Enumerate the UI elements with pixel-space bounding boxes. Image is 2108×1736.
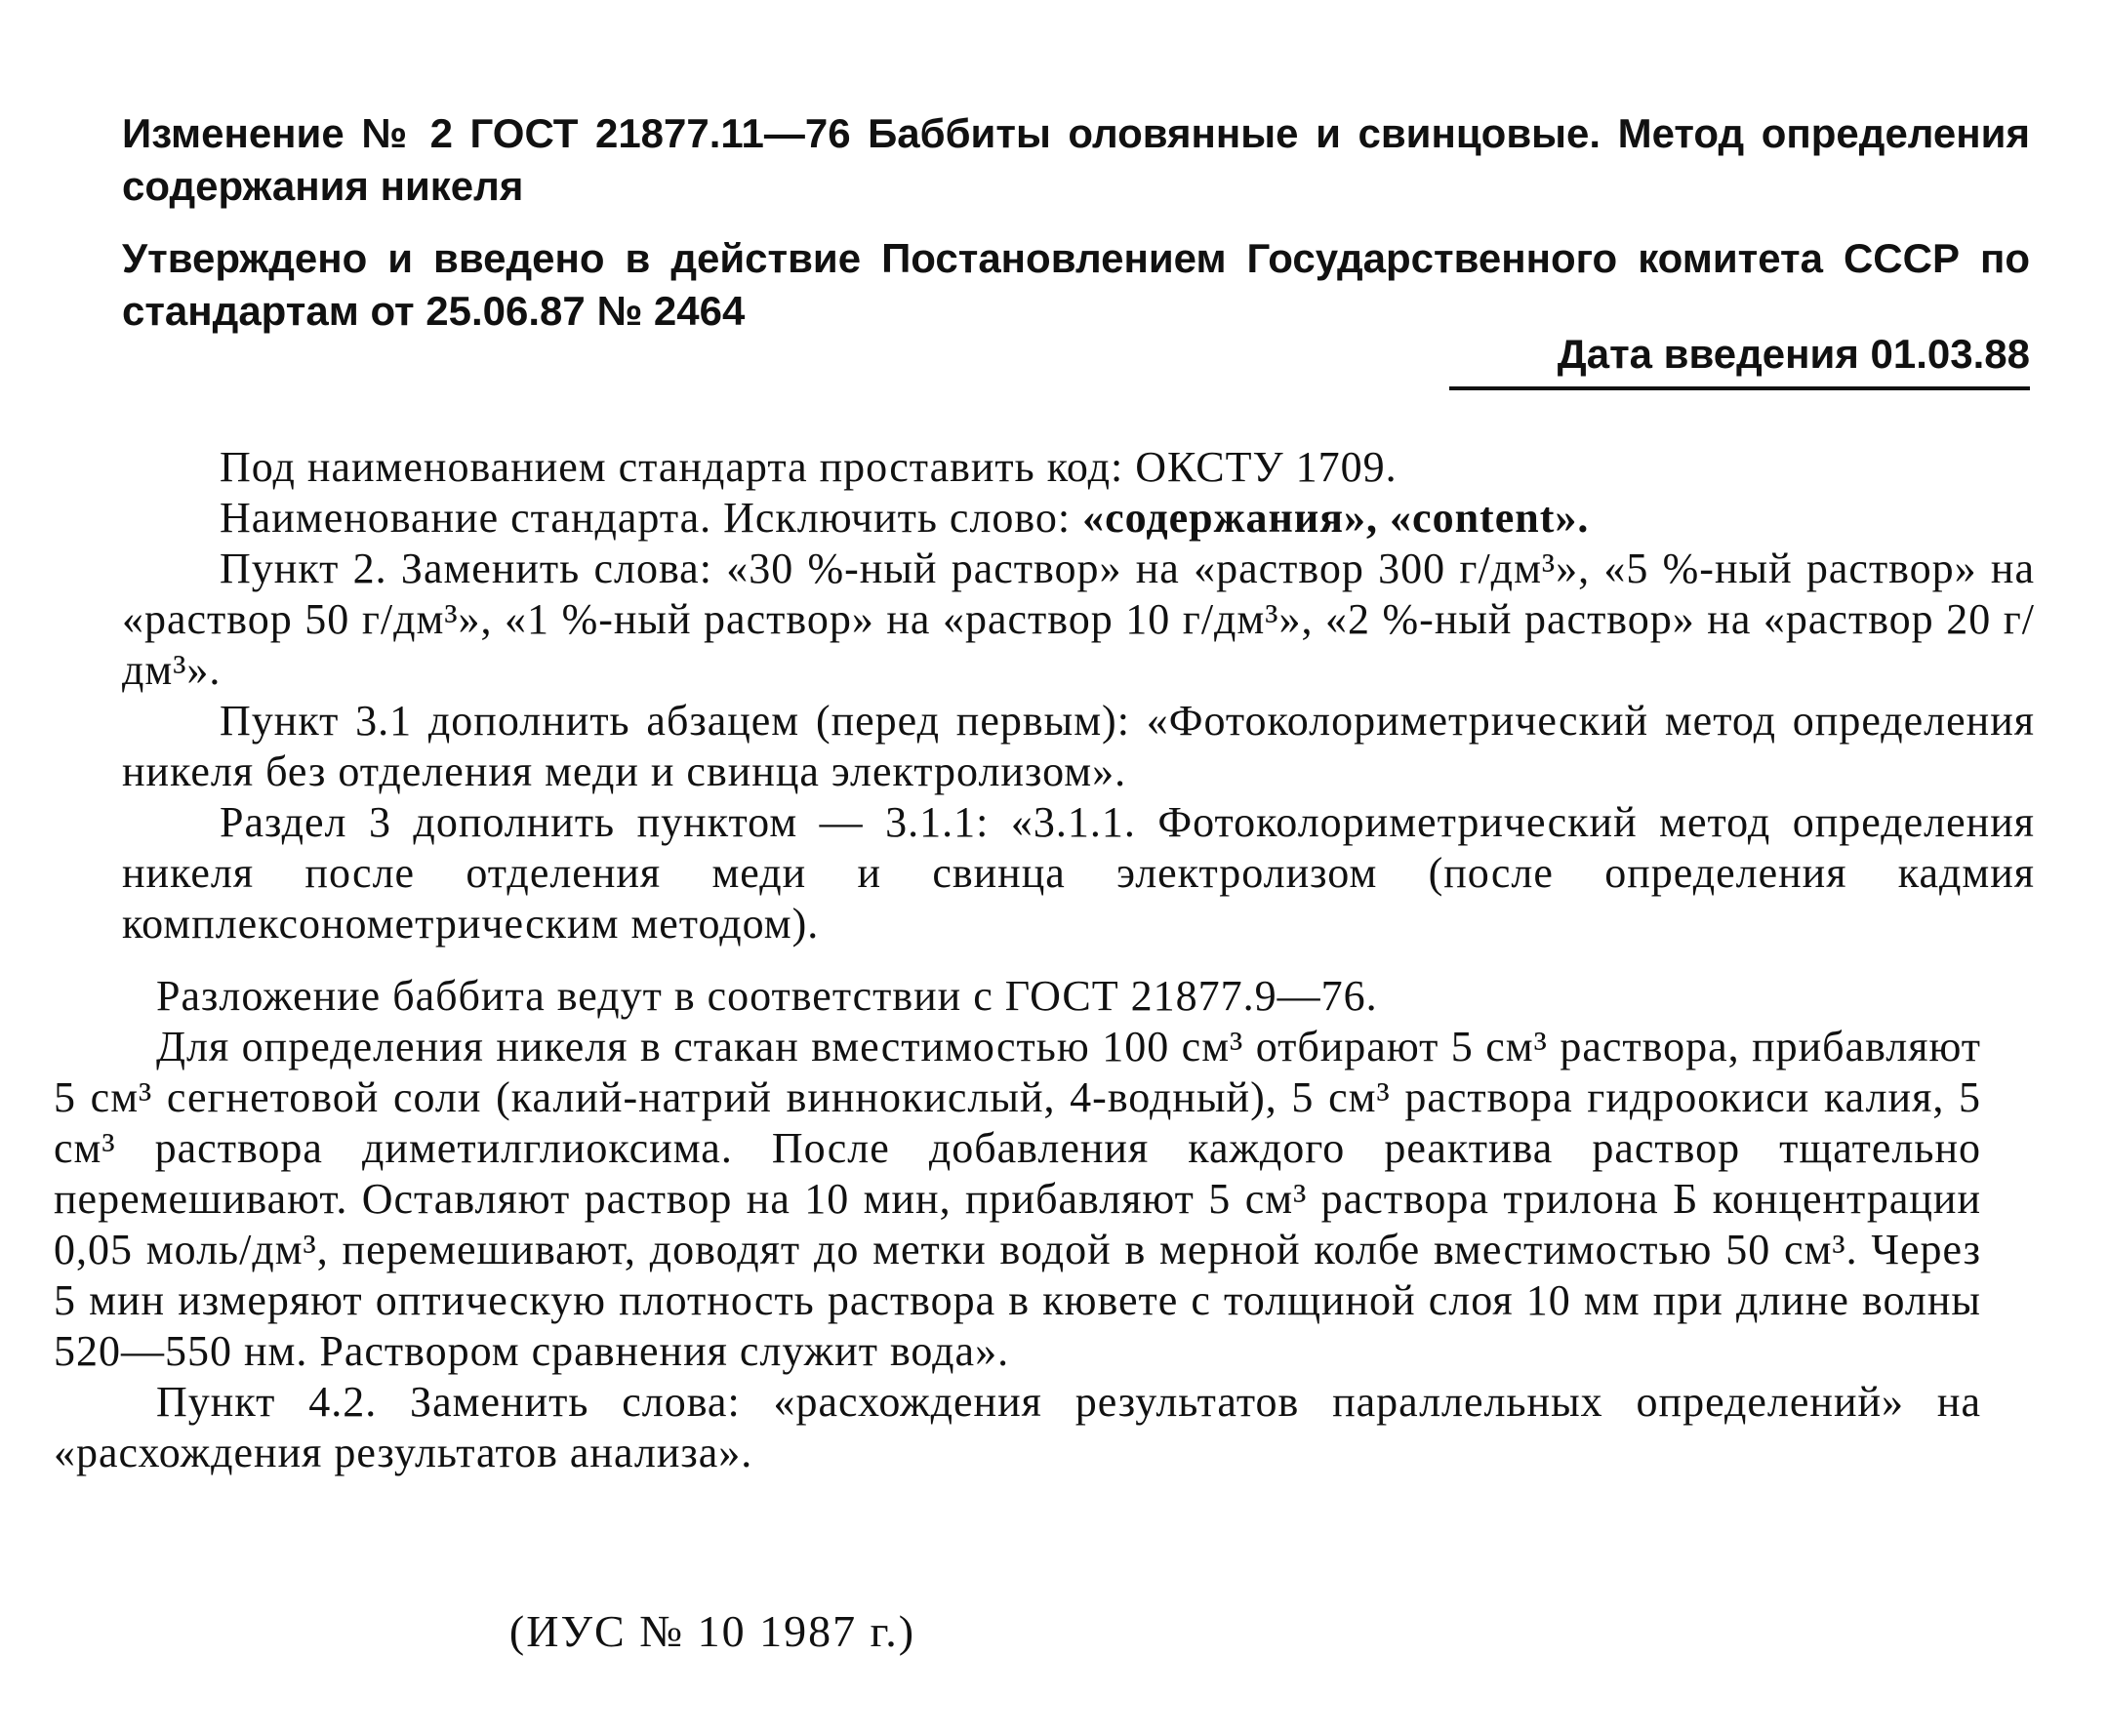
source-reference: (ИУС № 10 1987 г.) [508,1606,916,1656]
title-change-text: Наименование стандарта. Исключить слово: [220,494,1072,542]
amendment-changes-section [122,442,2035,949]
paragraph-title-change [122,493,2035,544]
effective-date: Дата введения 01.03.88 [1449,328,2030,390]
approval-statement: Утверждено и введено в действие Постановлением Государственного комитета СССР по стандартам от 25.06.87 № 2464 [122,235,2030,334]
paragraph-okstu-code: Под наименованием стандарта проставить код: ОКСТУ 1709. [220,443,1398,491]
paragraph-item-3-1: Пункт 3.1 дополнить абзацем (перед первым): «Фотоколориметрический метод определения никеля без отделения меди и свинца электролизом». [122,697,2035,795]
paragraph-decomposition: Разложение баббита ведут в соответствии с ГОСТ 21877.9—76. [156,972,1378,1020]
amendment-title: Изменение № 2 ГОСТ 21877.11—76 Баббиты оловянные и свинцовые. Метод определения содержания никеля [122,110,2030,209]
source-reference-container [0,1605,2108,1658]
paragraph-section-3: Раздел 3 дополнить пунктом — 3.1.1: «3.1.1. Фотоколориметрический метод определения никеля после отделения меди и свинца электролизом (после определения кадмия комплексонометрическим методом). [122,798,2035,948]
excluded-word: «содержания», «content». [1082,494,1590,542]
paragraph-item-4-2: Пункт 4.2. Заменить слова: «расхождения результатов параллельных определений» на «расхождения результатов анализа». [54,1378,1981,1476]
paragraph-nickel-procedure: Для определения никеля в стакан вместимостью 100 см³ отбирают 5 см³ раствора, прибавляют 5 см³ сегнетовой соли (калий-натрий виннокислый, 4-водный), 5 см³ раствора гидроокиси калия, 5 см³ раствора диметилглиоксима. После добавления каждого реактива раствор тщательно перемешивают. Оставляют раствор на 10 мин, прибавляют 5 см³ раствора трилона Б концентрации 0,05 моль/дм³, перемешивают, доводят до метки водой в мерной колбе вместимостью 50 см³. Через 5 мин измеряют оптическую плотность раствора в кювете с толщиной слоя 10 мм при длине волны 520—550 нм. Раствором сравнения служит вода». [54,1023,1981,1375]
paragraph-item-2: Пункт 2. Заменить слова: «30 %-ный раствор» на «раствор 300 г/дм³», «5 %-ный раствор» на «раствор 50 г/дм³», «1 %-ный раствор» на «раствор 10 г/дм³», «2 %-ный раствор» на «раствор 20 г/дм³». [122,545,2035,694]
method-description-section [54,971,1981,1478]
